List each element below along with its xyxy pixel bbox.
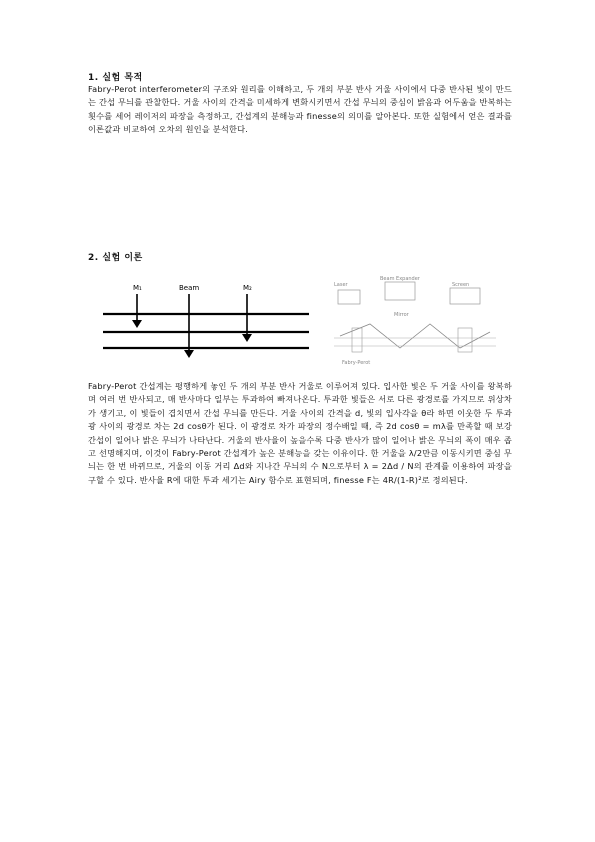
section2-paragraph: Fabry-Perot 간섭계는 평행하게 놓인 두 개의 부분 반사 거울로 이루어져 있다. 입사한 빛은 두 거울 사이를 왕복하며 여러 번 반사되고, 매 반사마다 일부는 투과하여 빠져나온다. 투과한 빛들은 서로 다른 광경로를 가지므로 위상차가 생기고, 이 빛들이 겹치면서 간섭 무늬를 만든다. 거울 사이의 간격을 d, 빛의 입사각을 θ라 하면 이웃한 두 투과광 사이의 광경로 차는 2d cosθ가 된다. 이 광경로 차가 파장의 정수배일 때, 즉 2d cosθ = mλ를 만족할 때 보강 간섭이 일어나 밝은 무늬가 나타난다. 거울의 반사율이 높을수록 다중 반사가 많이 일어나 밝은 무늬의 폭이 매우 좁고 선명해지며, 이것이 Fabry-Perot 간섭계가 높은 분해능을 갖는 이유이다. 한 거울을 λ/2만큼 이동시키면 중심 무늬는 한 번 바뀌므로, 거울의 이동 거리 Δd와 지나간 무늬의 수 N으로부터 λ = 2Δd / N의 관계를 이용하여 파장을 구할 수 있다. 반사율 R에 대한 투과 세기는 Airy 함수로 표현되며, finesse F는 4R/(1-R)²로 정의된다.: [88, 381, 512, 485]
label-m2: M₂: [243, 284, 252, 292]
section1-paragraph: Fabry-Perot interferometer의 구조와 원리를 이해하고, 두 개의 부분 반사 거울 사이에서 다중 반사된 빛이 만드는 간섭 무늬를 관찰한다. 거울 사이의 간격을 미세하게 변화시키면서 간섭 무늬의 중심이 밝음과 어두움을 반복하는 횟수를 세어 레이저의 파장을 측정하고, 간섭계의 분해능과 finesse의 의미를 알아본다. 또한 실험에서 얻은 결과를 이론값과 비교하여 오차의 원인을 분석한다.: [88, 84, 512, 135]
arrow-2-head: [184, 350, 194, 358]
label-beam: Beam: [179, 284, 200, 292]
mirror-diagram: [103, 282, 313, 362]
section1-heading: 1. 실험 목적: [88, 73, 143, 83]
label-m1: M₁: [133, 284, 142, 292]
section1-body: [88, 83, 512, 137]
label-expander: Beam Expander: [380, 276, 420, 282]
arrow-1-head: [132, 320, 142, 328]
box-laser: [338, 290, 360, 304]
section2-heading: 2. 실험 이론: [88, 253, 143, 263]
box-lens-left: [352, 328, 362, 352]
box-screen: [450, 288, 480, 304]
beam-path: [340, 324, 490, 348]
arrow-3-head: [242, 334, 252, 342]
label-screen: Screen: [452, 282, 470, 288]
label-laser: Laser: [334, 282, 348, 288]
label-mirror: Mirror: [394, 312, 409, 318]
box-expander: [385, 282, 415, 300]
label-fabry: Fabry-Perot: [342, 360, 371, 366]
setup-sketch: [330, 276, 500, 368]
section2-body: [88, 380, 512, 487]
